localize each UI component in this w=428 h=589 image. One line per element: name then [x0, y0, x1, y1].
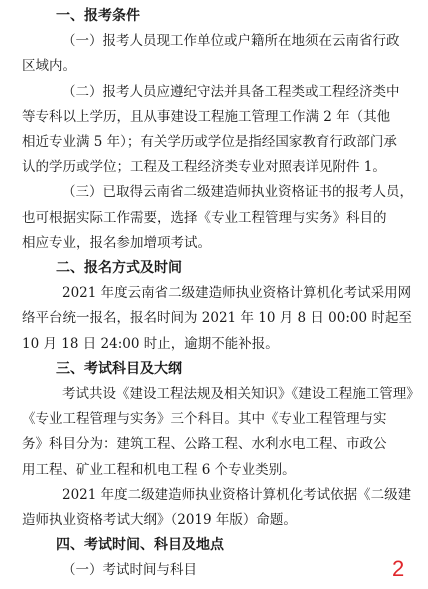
paragraph-line: 造师执业资格考试大纲》（2019 年版）命题。	[22, 512, 297, 528]
page-number: 2	[392, 556, 405, 581]
paragraph-line: （二）报考人员应遵纪守法并具备工程类或工程经济类中	[62, 83, 400, 100]
paragraph-line: 10 月 18 日 24:00 时止，逾期不能补报。	[22, 335, 279, 352]
paragraph-line: （三）已取得云南省二级建造师执业资格证书的报考人员，	[62, 184, 413, 201]
section-heading-4: 四、考试时间、科目及地点	[56, 537, 224, 554]
paragraph-line: 2021 年度云南省二级建造师执业资格计算机化考试采用网	[62, 285, 412, 302]
paragraph-line: 也可根据实际工作需要，选择《专业工程管理与实务》科目的	[22, 209, 387, 226]
paragraph-line: 认的学历或学位；工程及工程经济类专业对照表详见附件 1。	[22, 159, 386, 176]
section-heading-1: 一、报考条件	[56, 8, 140, 24]
paragraph-line: 务》科目分为：建筑工程、公路工程、水利水电工程、市政公	[22, 436, 387, 453]
paragraph-line: 考试共设《建设工程法规及相关知识》《建设工程施工管理》	[62, 386, 420, 402]
section-heading-2: 二、报名方式及时间	[56, 260, 182, 276]
paragraph-line: 2021 年度二级建造师执业资格计算机化考试依据《二级建	[62, 486, 412, 503]
paragraph-line: 相近专业满 5 年）；有关学历或学位是指经国家教育行政部门承	[22, 134, 397, 150]
paragraph-line: （一）报考人员现工作单位或户籍所在地须在云南省行政	[62, 33, 400, 50]
paragraph-line: 相应专业，报名参加增项考试。	[22, 234, 211, 251]
paragraph-line: 等专科以上学历，且从事建设工程施工管理工作满 2 年（其他	[22, 108, 391, 125]
paragraph-line: 区域内。	[22, 58, 76, 75]
paragraph-line: 用工程、矿业工程和机电工程 6 个专业类别。	[22, 461, 296, 478]
paragraph-line: 《专业工程管理与实务》三个科目。其中《专业工程管理与实	[22, 411, 387, 428]
section-heading-3: 三、考试科目及大纲	[56, 360, 182, 377]
paragraph-line: （一）考试时间与科目	[62, 562, 197, 579]
paragraph-line: 络平台统一报名，报名时间为 2021 年 10 月 8 日 00:00 时起至	[22, 310, 412, 327]
